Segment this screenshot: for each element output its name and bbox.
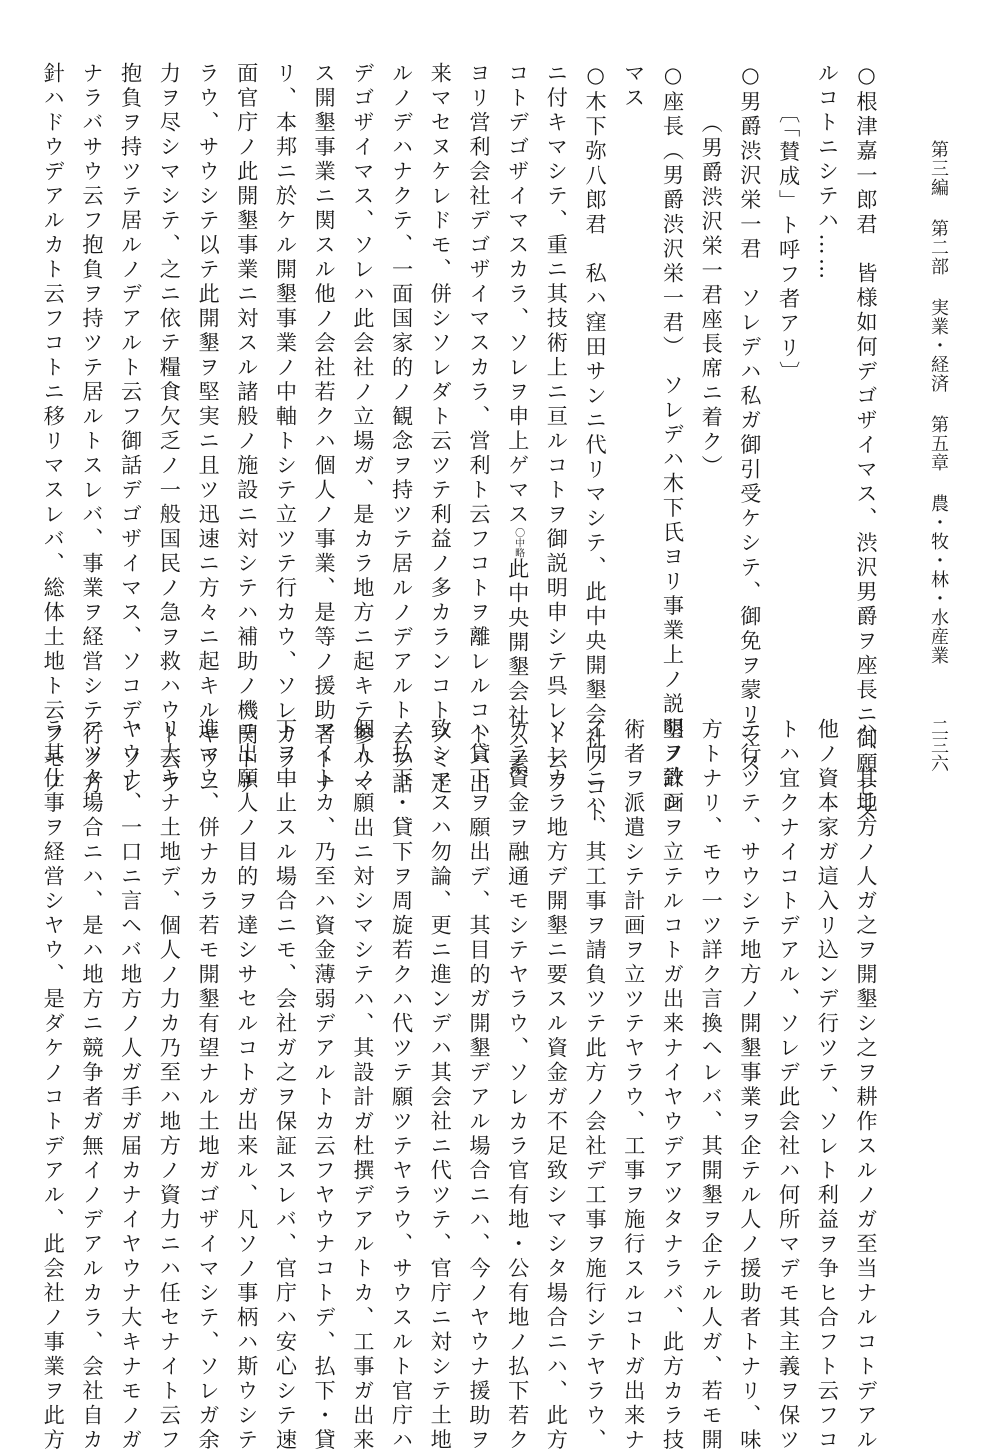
text-column: カラ資金ヲ融通モシテヤラウ、ソレカラ官有地・公有地ノ払下若ク: [505, 718, 531, 1453]
text-column: アツタ場合ニハ、是ハ地方ニ競争者ガ無イノデアルカラ、会社自カ: [79, 718, 105, 1453]
page-number: 二三六: [928, 718, 949, 772]
header-chapter-title: 農・牧・林・水産業: [928, 494, 949, 665]
text-column: 他ノ資本家ガ這入リ込ンデ行ツテ、ソレト利益ヲ争ヒ合フト云フコ: [815, 718, 841, 1453]
text-column: 術者ヲ派遣シテ計画ヲ立ツテヤラウ、工事ヲ施行スルコトガ出来ナ: [621, 718, 647, 1453]
text-column: リ大キナ土地デ、個人ノ力カ乃至ハ地方ノ資力ニハ任セナイト云フ: [157, 718, 183, 1453]
text-column: 針ハドウデアルカト云フコトニ移リマスレバ、総体土地ト云フモノ: [41, 62, 67, 797]
running-header: [918, 140, 958, 700]
header-section: 実業・経済: [928, 298, 949, 393]
text-column: ス開墾事業ニ関スル他ノ会社若クハ個人ノ事業、是等ノ援助者トナ: [312, 62, 338, 797]
text-block-lower: [41, 718, 885, 1453]
text-column: ニ付キマシテ、重ニ其技術上ニ亘ルコトヲ御説明申シテ呉レト云フ: [544, 62, 570, 797]
text-column: ○根津嘉一郎君 皆様如何デゴザイマス、渋沢男爵ヲ座長ニ御願ヒス: [854, 62, 879, 826]
text-column: 進マウ、併ナカラ若モ開墾有望ナル土地ガゴザイマシテ、ソレガ余: [196, 718, 222, 1453]
text-segment: 此中央開墾会社ハ素: [505, 557, 531, 778]
text-column: イ向ニハ、其工事ヲ請負ツテ此方ノ会社デ工事ヲ施行シテヤラウ、: [583, 718, 609, 1453]
header-volume: 第三編: [928, 140, 949, 197]
text-column: ナラバサウ云フ抱負ヲ持ツテ居ルトスレバ、事業ヲ経営シテ行ク方: [79, 62, 105, 797]
text-column: ラウ、サウシテ以テ此開墾ヲ堅実ニ且ツ迅速ニ方々ニ起キルヤウニ: [196, 62, 222, 797]
text-column: ハ貸下ヲ願出デ、其目的ガ開墾デアル場合ニハ、今ノヤウナ援助ヲ: [466, 718, 492, 1453]
text-column: 下ヲ中止スル場合ニモ、会社ガ之ヲ保証スレバ、官庁ハ安心シテ速: [273, 718, 299, 1453]
text-column: デゴザイマス、ソレハ此会社ノ立場ガ、是カラ地方ニ起キテ参リマ: [350, 62, 376, 797]
text-column: ○木下弥八郎君 私ハ窪田サンニ代リマシテ、此中央開墾会社ノコト: [583, 62, 609, 826]
text-column: ○男爵渋沢栄一君 ソレデハ私ガ御引受ケシテ、御免ヲ蒙リマス: [737, 62, 763, 777]
text-column: ヨリ営利会社デゴザイマスカラ、営利ト云フコトヲ離レルコトハ出: [466, 62, 492, 797]
header-chapter: 第五章: [928, 415, 949, 472]
text-column: 個人ノ願出ニ対シマシテハ、其設計ガ杜撰デアルトカ、工事ガ出来: [350, 718, 376, 1453]
text-column: 抱負ヲ持ツテ居ルノデアルト云フ御話デゴザイマス、ソコデ、ソレ: [118, 62, 144, 797]
text-column: マス: [621, 62, 647, 111]
text-column: ソレカラ地方デ開墾ニ要スル資金ガ不足致シマシタ場合ニハ、此方: [544, 718, 570, 1453]
text-column: 来マセヌケレドモ、併シソレダト云ツテ利益ノ多カランコトノミ走: [428, 62, 454, 797]
text-column: 墾ノ計画ヲ立テルコトガ出来ナイヤウデアツタナラバ、此方カラ技: [660, 718, 686, 1453]
text-column: ノ払下・貸下ヲ周旋若クハ代ツテ願ツテヤラウ、サウスルト官庁ハ: [389, 718, 415, 1453]
text-column: ヤウナ、一口ニ言ヘバ地方ノ人ガ手ガ届カナイヤウナ大キナモノガ: [118, 718, 144, 1453]
text-column: マイトカ、乃至ハ資金薄弱デアルトカ云フヤウナコトデ、払下・貸: [312, 718, 338, 1453]
text-column: （男爵渋沢栄一君座長席ニ着ク）: [699, 112, 725, 480]
text-column: 〔「賛成」ト呼フ者アリ〕: [776, 102, 802, 386]
header-part: 第二部: [928, 219, 949, 276]
omission-note: 〇中略: [512, 527, 524, 558]
text-column: テ行ツテ、サウシテ地方ノ開墾事業ヲ企テル人ノ援助者トナリ、味: [737, 718, 763, 1453]
text-column: ニ出願人ノ目的ヲ達シサセルコトガ出来ル、凡ソノ事柄ハ斯ウシテ: [234, 718, 260, 1453]
text-column: 力ヲ尽シマシテ、之ニ依テ糧食欠乏ノ一般国民ノ急ヲ救ハウト云フ: [157, 62, 183, 797]
text-column: ハ、其地方ノ人ガ之ヲ開墾シ之ヲ耕作スルノガ至当ナルコトデアル: [854, 718, 879, 1453]
text-column: リ、本邦ニ於ケル開墾事業ノ中軸トシテ立ツテ行カウ、ソレカラ一: [273, 62, 299, 797]
text-column: トハ宜クナイコトデアル、ソレデ此会社ハ何所マデモ其主義ヲ保ツ: [776, 718, 802, 1453]
text-column: ルノデハナクテ、一面国家的ノ観念ヲ持ツテ居ルノデアルト云フ話: [389, 62, 415, 797]
text-segment: コトデゴザイマスカラ、ソレヲ申上ゲマス: [505, 62, 531, 528]
text-column: ラ其仕事ヲ経営シヤウ、是ダケノコトデアル、此会社ノ事業ヲ此方: [41, 718, 67, 1453]
text-block-upper: [41, 62, 885, 826]
text-column: 方トナリ、モウ一ツ詳ク言換ヘレバ、其開墾ヲ企テル人ガ、若モ開: [699, 718, 725, 1453]
text-column: [498, 62, 537, 778]
text-column: 面官庁ノ此開墾事業ニ対スル諸般ノ施設ニ対シテハ補助ノ機関トナ: [234, 62, 260, 797]
text-column: ルコトニシテハ……: [815, 62, 841, 283]
text-column: ○座長（男爵渋沢栄一君） ソレデハ木下氏ヨリ事業上ノ説明ヲ致シ: [660, 62, 686, 815]
text-column: 致シマスハ勿論、更ニ進ンデハ其会社ニ代ツテ、官庁ニ対シテ土地: [428, 718, 454, 1453]
